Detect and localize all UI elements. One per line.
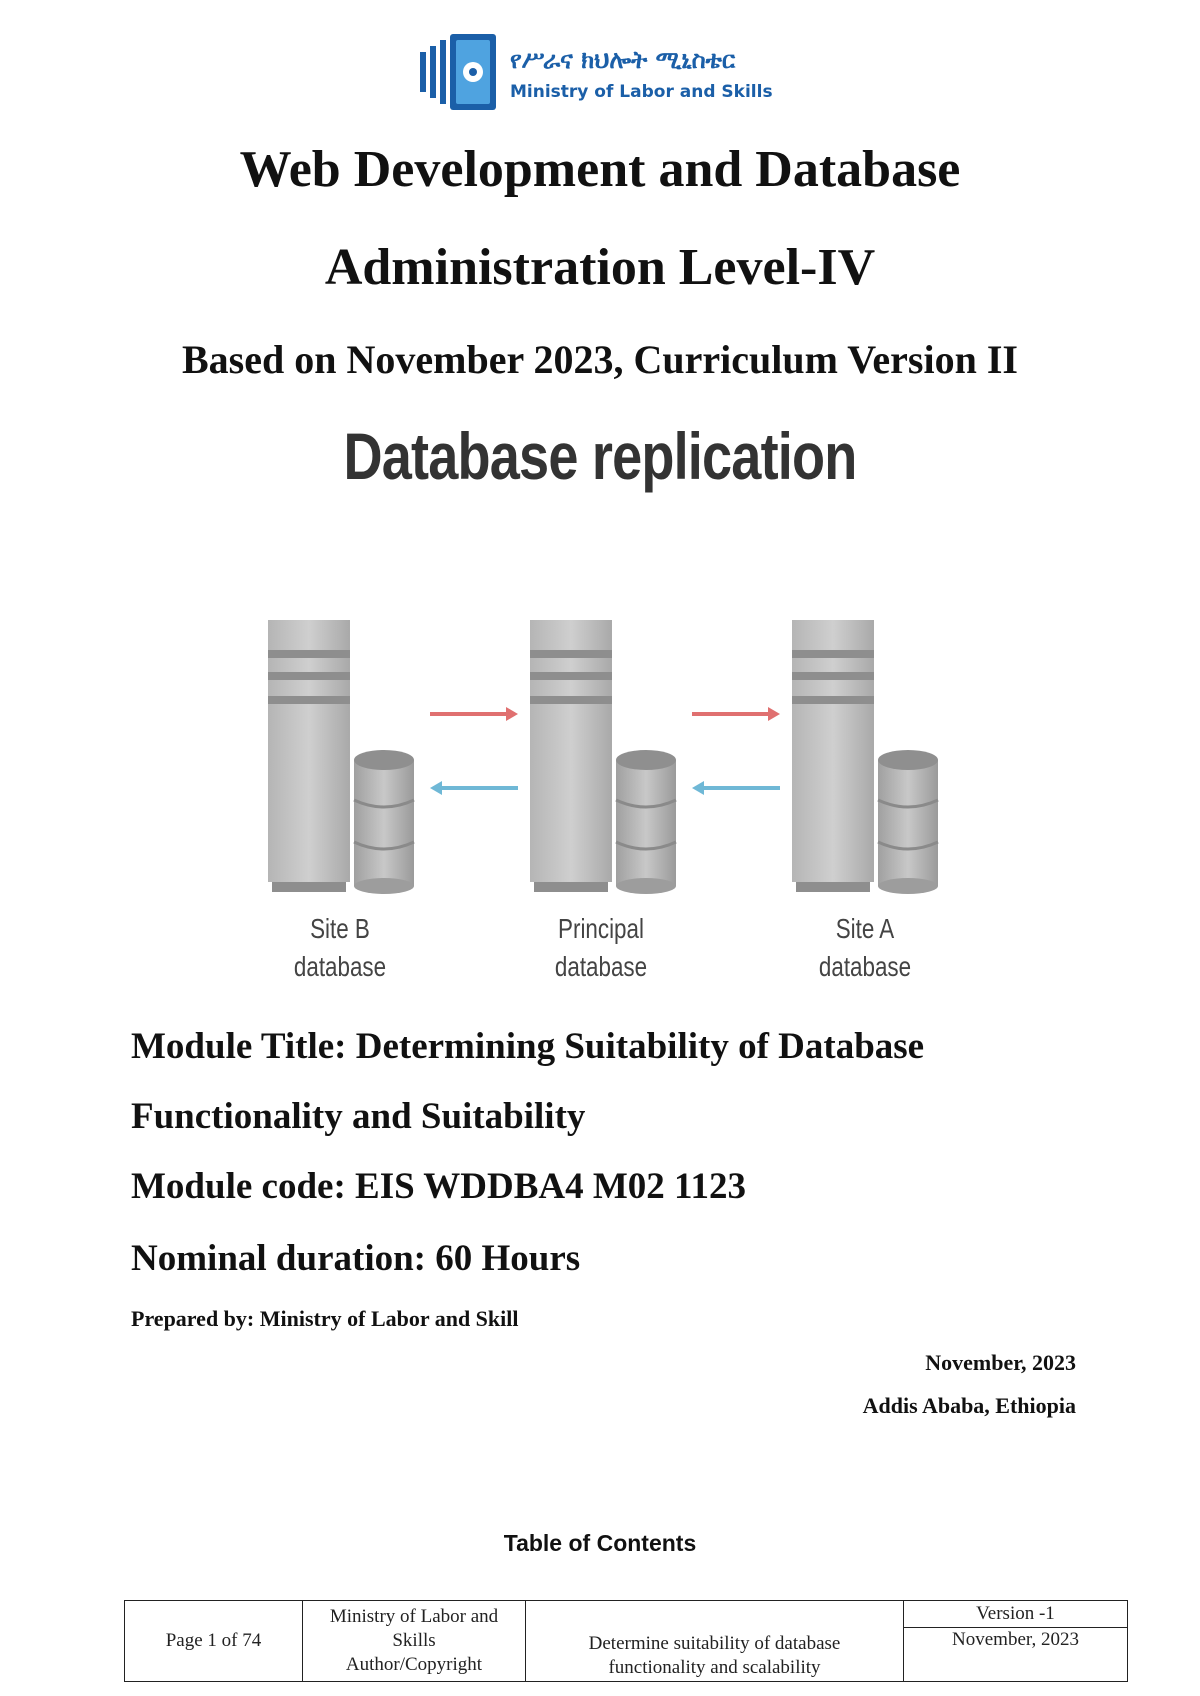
module-title-line1: Module Title: Determining Suitability of Database (131, 1026, 925, 1067)
module-name-line2: functionality and scalability (608, 1657, 821, 1678)
label-line1: Site A (835, 913, 895, 944)
module-title-line2: Functionality and Suitability (131, 1096, 586, 1137)
database-cylinder-principal (616, 750, 676, 894)
module-code: Module code: EIS WDDBA4 M02 1123 (131, 1166, 746, 1207)
ministry-logo (418, 30, 778, 112)
document-subtitle: Based on November 2023, Curriculum Version II (182, 337, 1018, 382)
ministry-logo-icon (418, 30, 502, 112)
page-footer-table (124, 1600, 1128, 1682)
label-line1: Site B (310, 913, 370, 944)
footer-organization (303, 1601, 526, 1682)
replication-diagram (250, 610, 950, 990)
version-text: Version -1 (976, 1603, 1055, 1624)
label-line2: database (554, 951, 648, 982)
diagram-label-site-a (801, 910, 929, 986)
nominal-duration: Nominal duration: 60 Hours (131, 1238, 581, 1279)
publication-date: November, 2023 (925, 1350, 1076, 1375)
org-line2: Skills (392, 1630, 436, 1651)
table-of-contents-heading: Table of Contents (503, 1530, 697, 1556)
diagram-label-site-b (276, 910, 404, 986)
label-line2: database (818, 951, 912, 982)
arrowhead-back-2 (692, 781, 704, 795)
footer-module-name (526, 1601, 904, 1682)
server-principal (530, 620, 612, 892)
org-line1: Ministry of Labor and (329, 1606, 499, 1627)
database-cylinder-site-b (354, 750, 414, 894)
cover-image-heading: Database replication (343, 419, 857, 493)
arrowhead-back-1 (430, 781, 442, 795)
document-title-line1: Web Development and Database (239, 141, 961, 198)
footer-date (904, 1628, 1128, 1682)
arrowhead-forward-1 (506, 707, 518, 721)
org-line3: Author/Copyright (345, 1654, 483, 1675)
diagram-label-principal (537, 910, 665, 986)
document-title-line2: Administration Level-IV (324, 239, 876, 296)
replication-diagram-graphic (250, 610, 950, 910)
label-line1: Principal (558, 913, 644, 944)
footer-date-text: November, 2023 (952, 1629, 1079, 1650)
prepared-by: Prepared by: Ministry of Labor and Skill (131, 1306, 519, 1331)
publication-place: Addis Ababa, Ethiopia (862, 1393, 1076, 1418)
database-cylinder-site-a (878, 750, 938, 894)
page-number-text: Page 1 of 74 (165, 1630, 262, 1651)
module-name-line1: Determine suitability of database (588, 1633, 841, 1654)
server-site-a (792, 620, 874, 892)
footer-page-number (125, 1601, 303, 1682)
footer-version (904, 1601, 1128, 1628)
logo-text-amharic: የሥራና ክህሎት ሚኒስቴር (510, 46, 736, 74)
server-site-b (268, 620, 350, 892)
arrowhead-forward-2 (768, 707, 780, 721)
logo-text-english: Ministry of Labor and Skills (510, 82, 773, 102)
label-line2: database (293, 951, 387, 982)
